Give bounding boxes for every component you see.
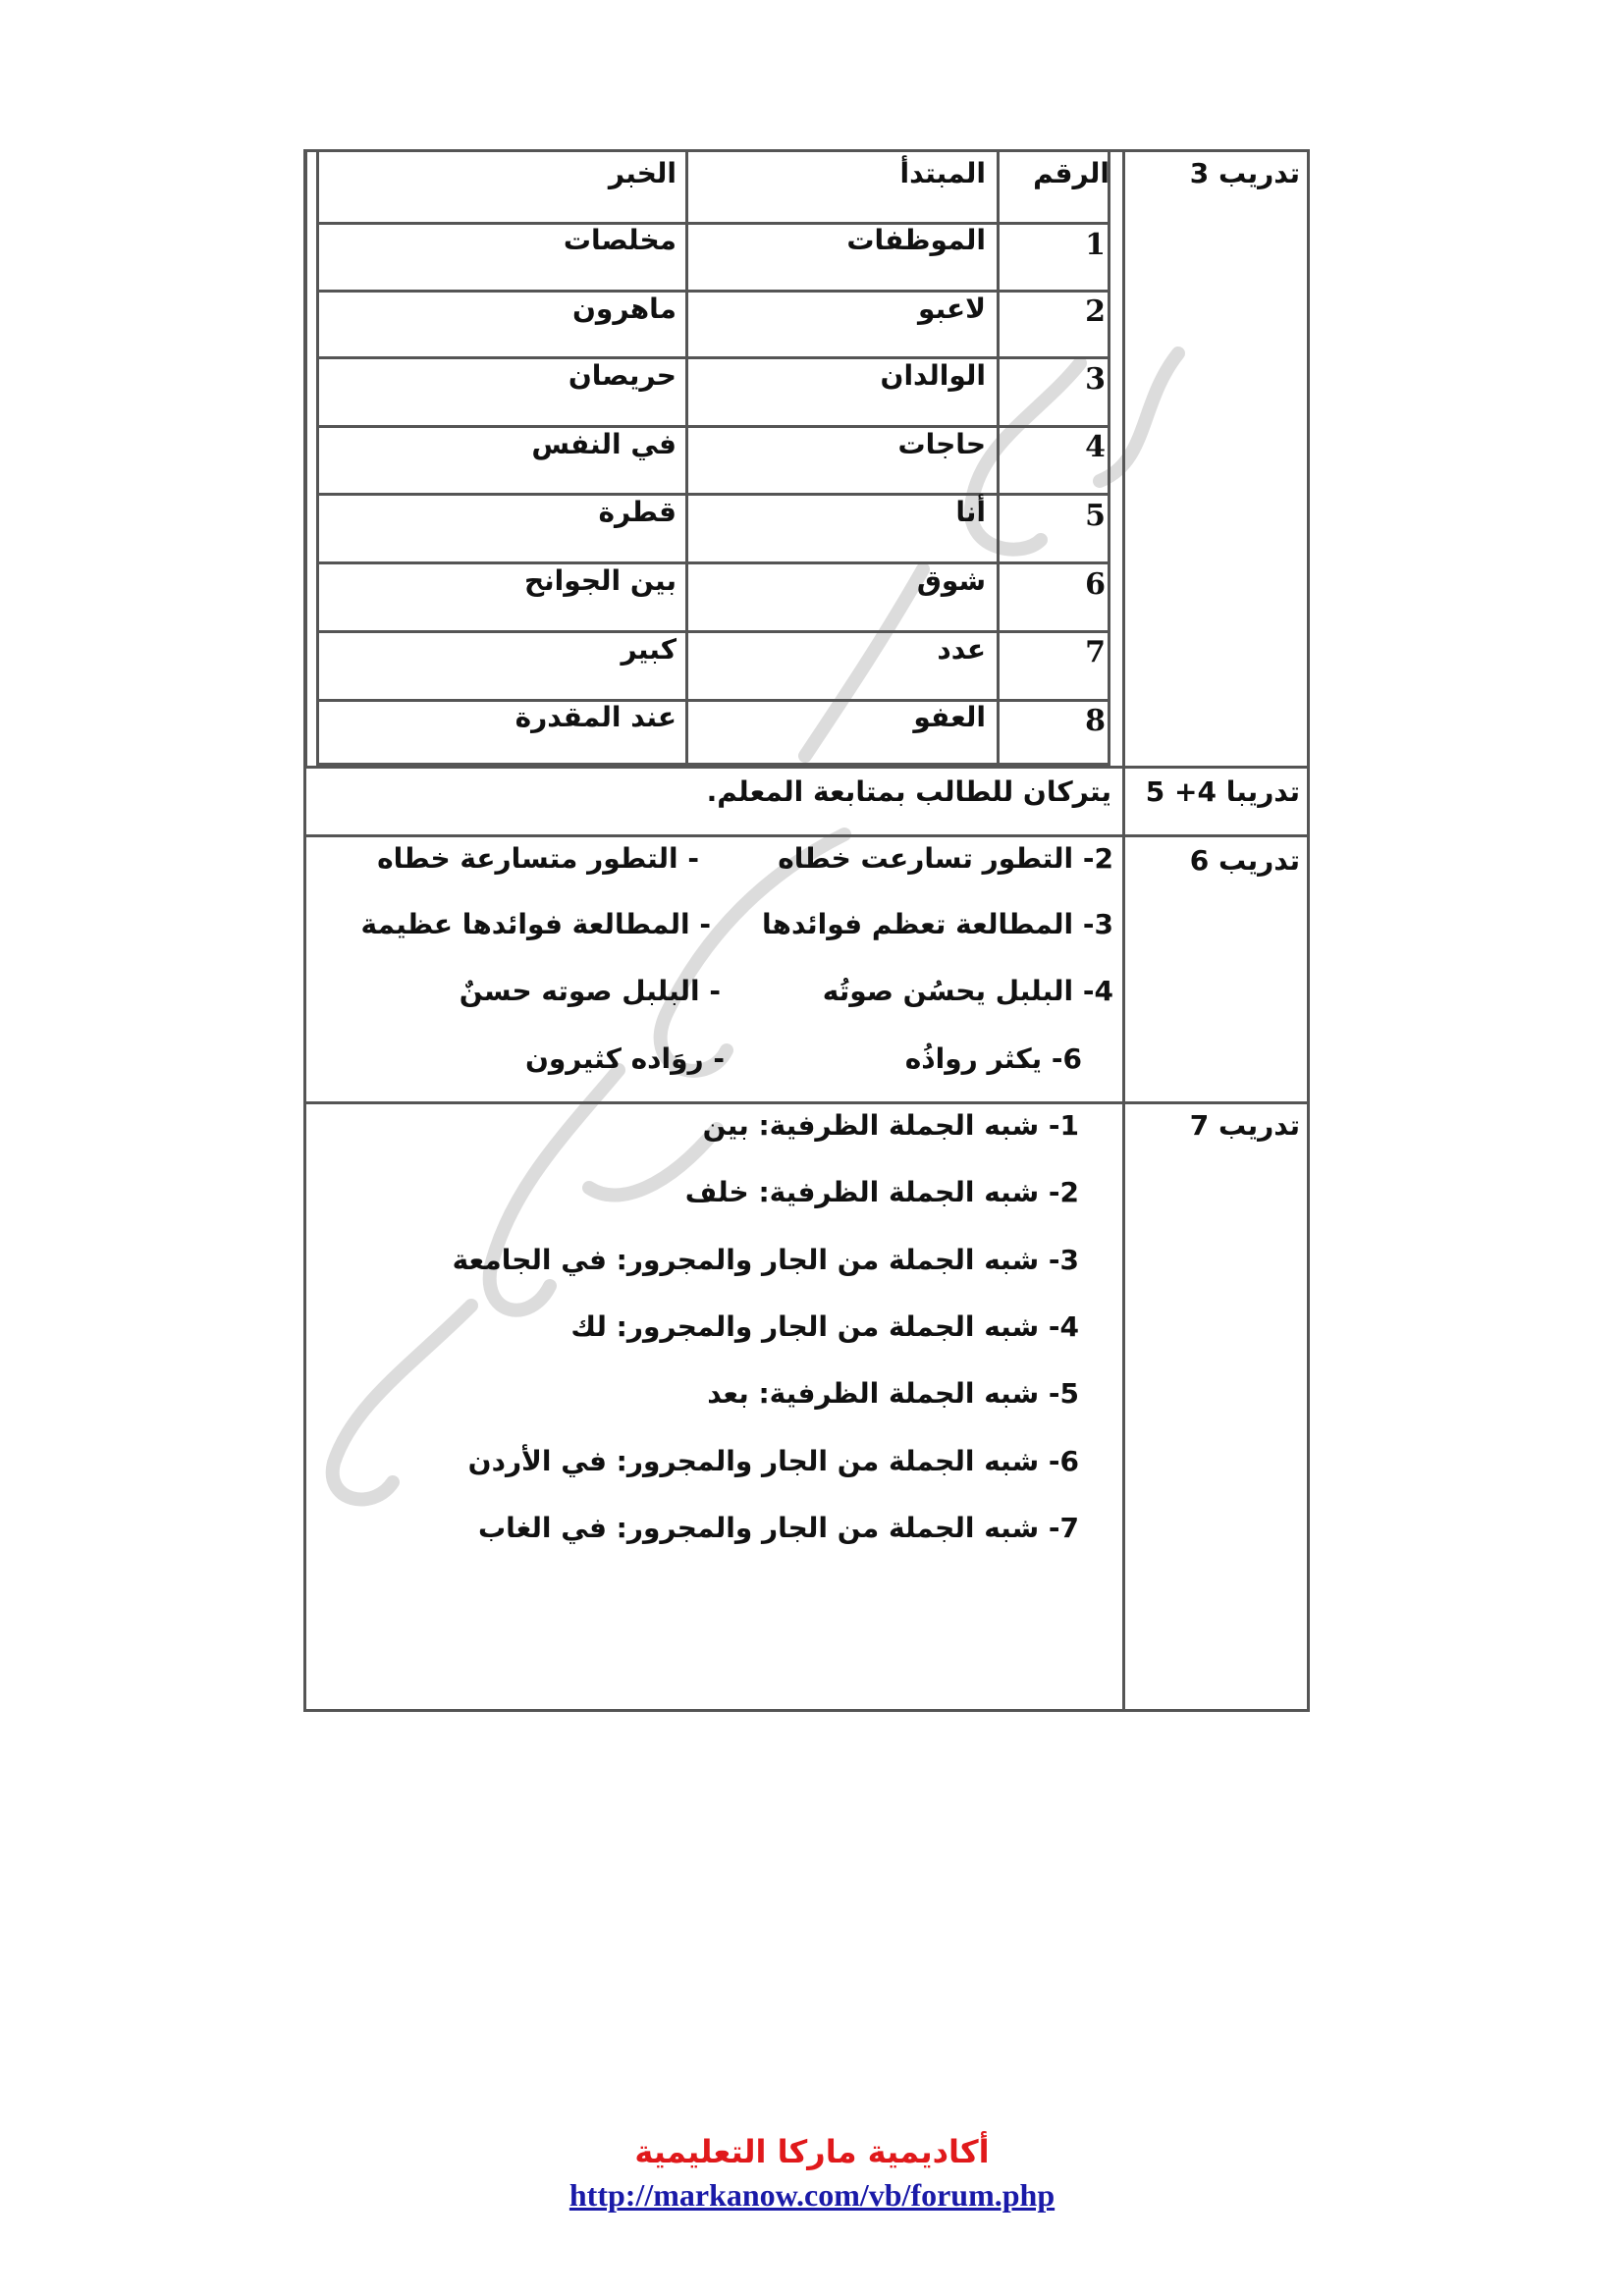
footer-forum-link[interactable]: http://markanow.com/vb/forum.php (568, 2177, 1056, 2213)
row-predicate: ماهرون (572, 293, 677, 325)
row-subject: عدد (937, 633, 986, 666)
row-number: 8 (1085, 704, 1106, 738)
row-predicate: في النفس (531, 428, 677, 460)
table-row-line (316, 699, 1110, 702)
row-predicate: كبير (621, 633, 677, 666)
table-left-inner-edge (304, 149, 307, 766)
row-subject: أنا (955, 496, 986, 528)
exercise-6-label: تدريب 6 (1189, 844, 1300, 877)
exercise-7-item: 2- شبه الجملة الظرفية: خلف (684, 1176, 1079, 1208)
exercise-7-item: 4- شبه الجملة من الجار والمجرور: لك (570, 1310, 1079, 1343)
exercise-3-table (316, 149, 1110, 766)
section-divider-1 (303, 766, 1310, 769)
exercise-6-rewritten: - البلبل صوته حسنٌ (459, 975, 721, 1007)
label-column-divider (1122, 149, 1125, 1712)
table-row-line (316, 630, 1110, 633)
table-row-line (316, 425, 1110, 428)
exercise-6-original: 6- يكثر رواذُه (904, 1042, 1082, 1075)
table-row-line (316, 222, 1110, 225)
exercise-6-rewritten: - التطور متسارعة خطاه (377, 842, 699, 875)
row-predicate: عند المقدرة (514, 701, 677, 733)
exercise-6-original: 2- التطور تسارعت خطاه (778, 842, 1113, 875)
exercise-7-item: 7- شبه الجملة من الجار والمجرور: في الغاب (477, 1512, 1079, 1544)
row-number: 3 (1085, 362, 1106, 397)
row-subject: الموظفات (846, 224, 986, 256)
exercise-6-rewritten: - روَاده كثيرون (525, 1042, 725, 1075)
row-number: 4 (1085, 430, 1106, 464)
exercise-6-original: 4- البلبل يحسُن صوتُه (822, 975, 1113, 1007)
row-predicate: قطرة (598, 496, 677, 528)
header-number: الرقم (1033, 157, 1110, 189)
exercise-7-item: 5- شبه الجملة الظرفية: بعد (707, 1377, 1079, 1410)
table-row-line (316, 561, 1110, 564)
table-row-line (316, 493, 1110, 496)
exercise-7-item: 1- شبه الجملة الظرفية: بين (702, 1109, 1079, 1142)
row-number: 2 (1085, 294, 1106, 329)
section-divider-3 (303, 1101, 1310, 1104)
row-number: 1 (1085, 228, 1106, 262)
exercise-7-label: تدريب 7 (1189, 1109, 1300, 1142)
footer-academy-name: أكاديمية ماركا التعليمية (634, 2133, 990, 2170)
table-col-divider-number (997, 149, 1000, 766)
row-subject: الوالدان (880, 359, 986, 392)
row-subject: العفو (913, 701, 986, 733)
exercise-6-rewritten: - المطالعة فوائدها عظيمة (360, 908, 711, 940)
exercise-6-original: 3- المطالعة تعظم فوائدها (762, 908, 1113, 940)
row-number: 7 (1085, 635, 1106, 669)
exercise-45-text: يتركان للطالب بمتابعة المعلم. (706, 775, 1111, 808)
table-row-line (316, 290, 1110, 293)
header-subject: المبتدأ (899, 157, 986, 189)
exercise-7-item: 6- شبه الجملة من الجار والمجرور: في الأردن (467, 1445, 1079, 1477)
row-subject: شوق (916, 564, 986, 597)
row-predicate: مخلصات (563, 224, 677, 256)
row-number: 5 (1085, 499, 1106, 533)
header-predicate: الخبر (608, 157, 677, 189)
row-subject: حاجات (897, 428, 986, 460)
exercise-7-item: 3- شبه الجملة من الجار والمجرور: في الجامعة (452, 1244, 1079, 1276)
row-predicate: بين الجوانح (523, 564, 677, 597)
exercise-3-label: تدريب 3 (1189, 157, 1300, 189)
row-predicate: حريصان (568, 359, 677, 392)
table-col-divider-subject (685, 149, 688, 766)
row-subject: لاعبو (918, 293, 986, 325)
section-divider-2 (303, 834, 1310, 837)
row-number: 6 (1085, 567, 1106, 602)
table-row-line (316, 356, 1110, 359)
exercise-45-label: تدريبا 4+ 5 (1145, 775, 1300, 808)
